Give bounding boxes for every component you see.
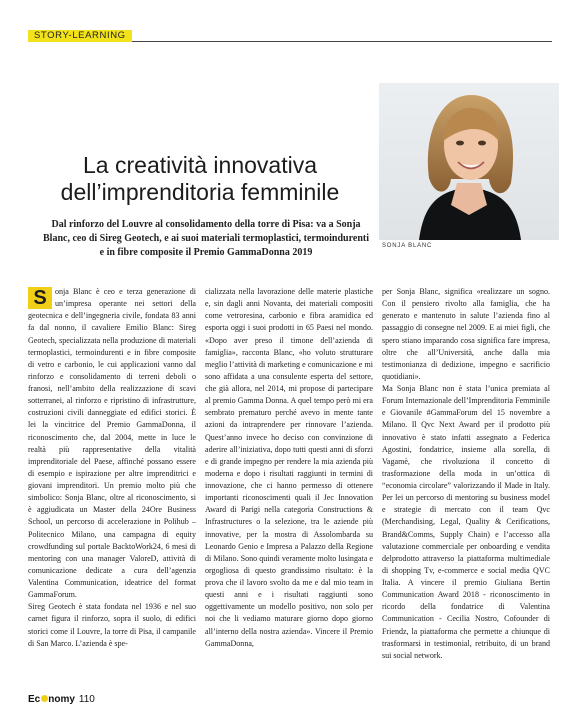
- article-column-2: [205, 286, 373, 650]
- logo-prefix: Ec: [28, 694, 41, 705]
- section-label: STORY-LEARNING: [28, 30, 132, 42]
- page-number: 110: [78, 694, 95, 705]
- article-column-1: [28, 286, 196, 650]
- portrait-photo: [379, 83, 559, 240]
- paragraph: Ma Sonja Blanc non è stata l’unica premiata al Forum Internazionale dell’Imprenditoria Femminile e Giovanile #GammaForum del 15 novembre a Milano. Il Qvc Next Award per il prodotto più innovativo è stato infatti assegnato a Federica Agostini, fondatrice, insieme alla sorella, di Vagamè, che rivoluziona il concetto di trasformazione della moda in un’ottica di “economia circolare” valorizzando il Made in Italy. Per lei un percorso di mentoring su business model e strategie di mercato con il team Qvc (Merchandising, Legal, Quality & Cerifications, Brand&Comms, Supply Chain) e l’accesso alla valutazione commerciale per onboarding e vendita delprodotto attraverso la piattaforma multimediale di shopping Tv, e-commerce e social media QVC Italia. A vincere il premio Giuliana Bertin Communication Award 2018 - riconoscimento in ricordo della fondatrice di Valentina Communication - Cecilia Nostro, Cofounder di Friendz, la piattaforma che permette a chiunque di trasformarsi in testimonial, retribuito, di un brand sui social network.: [382, 384, 550, 660]
- article-title: La creatività innovativa dell’imprenditoria femminile: [60, 152, 340, 205]
- paragraph: cializzata nella lavorazione delle materie plastiche e, sin dagli anni Novanta, dei materiali compositi come vetroresina, carbonio e fibra aramidica ed esporta oggi i suoi prodotti in 65 Paesi nel mondo. «Dopo aver preso il timone dell’azienda di famiglia», racconta Blanc, «ho voluto strutturare meglio l’attività di marketing e comunicazione e mi sono affidata a una consulente esperta del settore, che già allora, nel 2014, mi propose di partecipare al premio Gamma Donna. A quel tempo però mi era sembrato prematuro perché avevo in mente tante azioni da intraprendere per rinnovare l’azienda. Quest’anno invece ho deciso con convinzione di aderire all’iniziativa, dopo tutti questi anni di sforzi e di grande impegno per rendere la mia azienda più moderna e dopo i risultati raggiunti in termini di innovazione, che ci hanno permesso di ottenere importanti riconoscimenti quali il Jec Innovation Award di Parigi nella categoria Constructions & Infrastructures o la selezione, tra le aziende più innovative, per la mostra di Assolombarda su Leonardo Genio e Impresa a Palazzo della Regione di Milano. Sono quindi veramente molto lusingata e orgogliosa di questo grandissimo risultato: è la prova che il lavoro svolto da me e dal mio team in questi anni e i risultati raggiunti sono oggettivamente un modello positivo, non solo per noi che li vediamo maturare giorno dopo giorno all’interno della nostra azienda». Vincere il Premio GammaDonna,: [205, 287, 373, 648]
- logo-suffix: nomy: [48, 694, 75, 705]
- drop-cap: S: [28, 287, 52, 309]
- article-column-3: [382, 286, 550, 662]
- magazine-logo: [28, 694, 75, 705]
- paragraph: Sireg Geotech è stata fondata nel 1936 e nel suo carnet figura il rinforzo, sopra il suolo, di edifici storici come il Louvre, la torre di Pisa, il campanile di San Marco. L’azienda è spe-: [28, 602, 196, 648]
- photo-caption: SONJA BLANC: [382, 243, 433, 249]
- logo-dot-icon: [41, 695, 48, 702]
- paragraph: per Sonja Blanc, significa «realizzare un sogno. Con il pensiero rivolto alla famiglia, che ha generato e mantenuto in salute l’azienda fino al passaggio di consegne nel 2009. E ai miei figli, che spero stiano imparando cosa significa fare impresa, oltre che all’Università, anche dalla mia testimonianza di dedizione, impegno e sacrificio quotidiani».: [382, 287, 550, 381]
- paragraph-text: onja Blanc è ceo e terza generazione di un’impresa operante nei settori della geotecnica e dell’ingegneria civile, fondata 83 anni fa dal nonno, il cavaliere Emilio Blanc: Sireg Geotech, specializzata nella produzione di materiali termoplastici, termoindurenti e in fibre composite di vetro e carbonio, le cui applicazioni vanno dal rinforzo e consolidamento di terreni deboli o franosi, nell’ambito della realizzazione di scavi sotterranei, al rinforzo e ripristino di infrastrutture, costruzioni civili danneggiate ed edifici storici. È lei la vincitrice del Premio GammaDonna, il riconoscimento che, dal 2004, mette in luce le realtà più rappresentative della vitalità imprenditoriale del Paese, affinché possano essere di esempio e ispirazione per altre imprenditrici e giovani imprenditori. Un premio molto più che simbolico: Sonja Blanc, oltre al riconoscimento, si è aggiudicata un Master della 24Ore Business School, un percorso di accelerazione in Polihub – Politecnico Milano, una campagna di equity crowdfunding sul portale BacktoWork24, 6 mesi di mentoring con una manager ValoreD, attività di comunicazione dedicate a cura dell’agenzia Valentina Communication, ideatrice del format GammaForum.: [28, 287, 196, 600]
- paragraph: [28, 286, 196, 601]
- article-lead: Dal rinforzo del Louvre al consolidamento della torre di Pisa: va a Sonja Blanc, ceo di Sireg Geotech, e ai suoi materiali termoplastici, termoindurenti e in fibre composite il Premio GammaDonna 2019: [43, 219, 369, 258]
- portrait-illustration: [379, 83, 559, 240]
- page-footer: [28, 694, 95, 708]
